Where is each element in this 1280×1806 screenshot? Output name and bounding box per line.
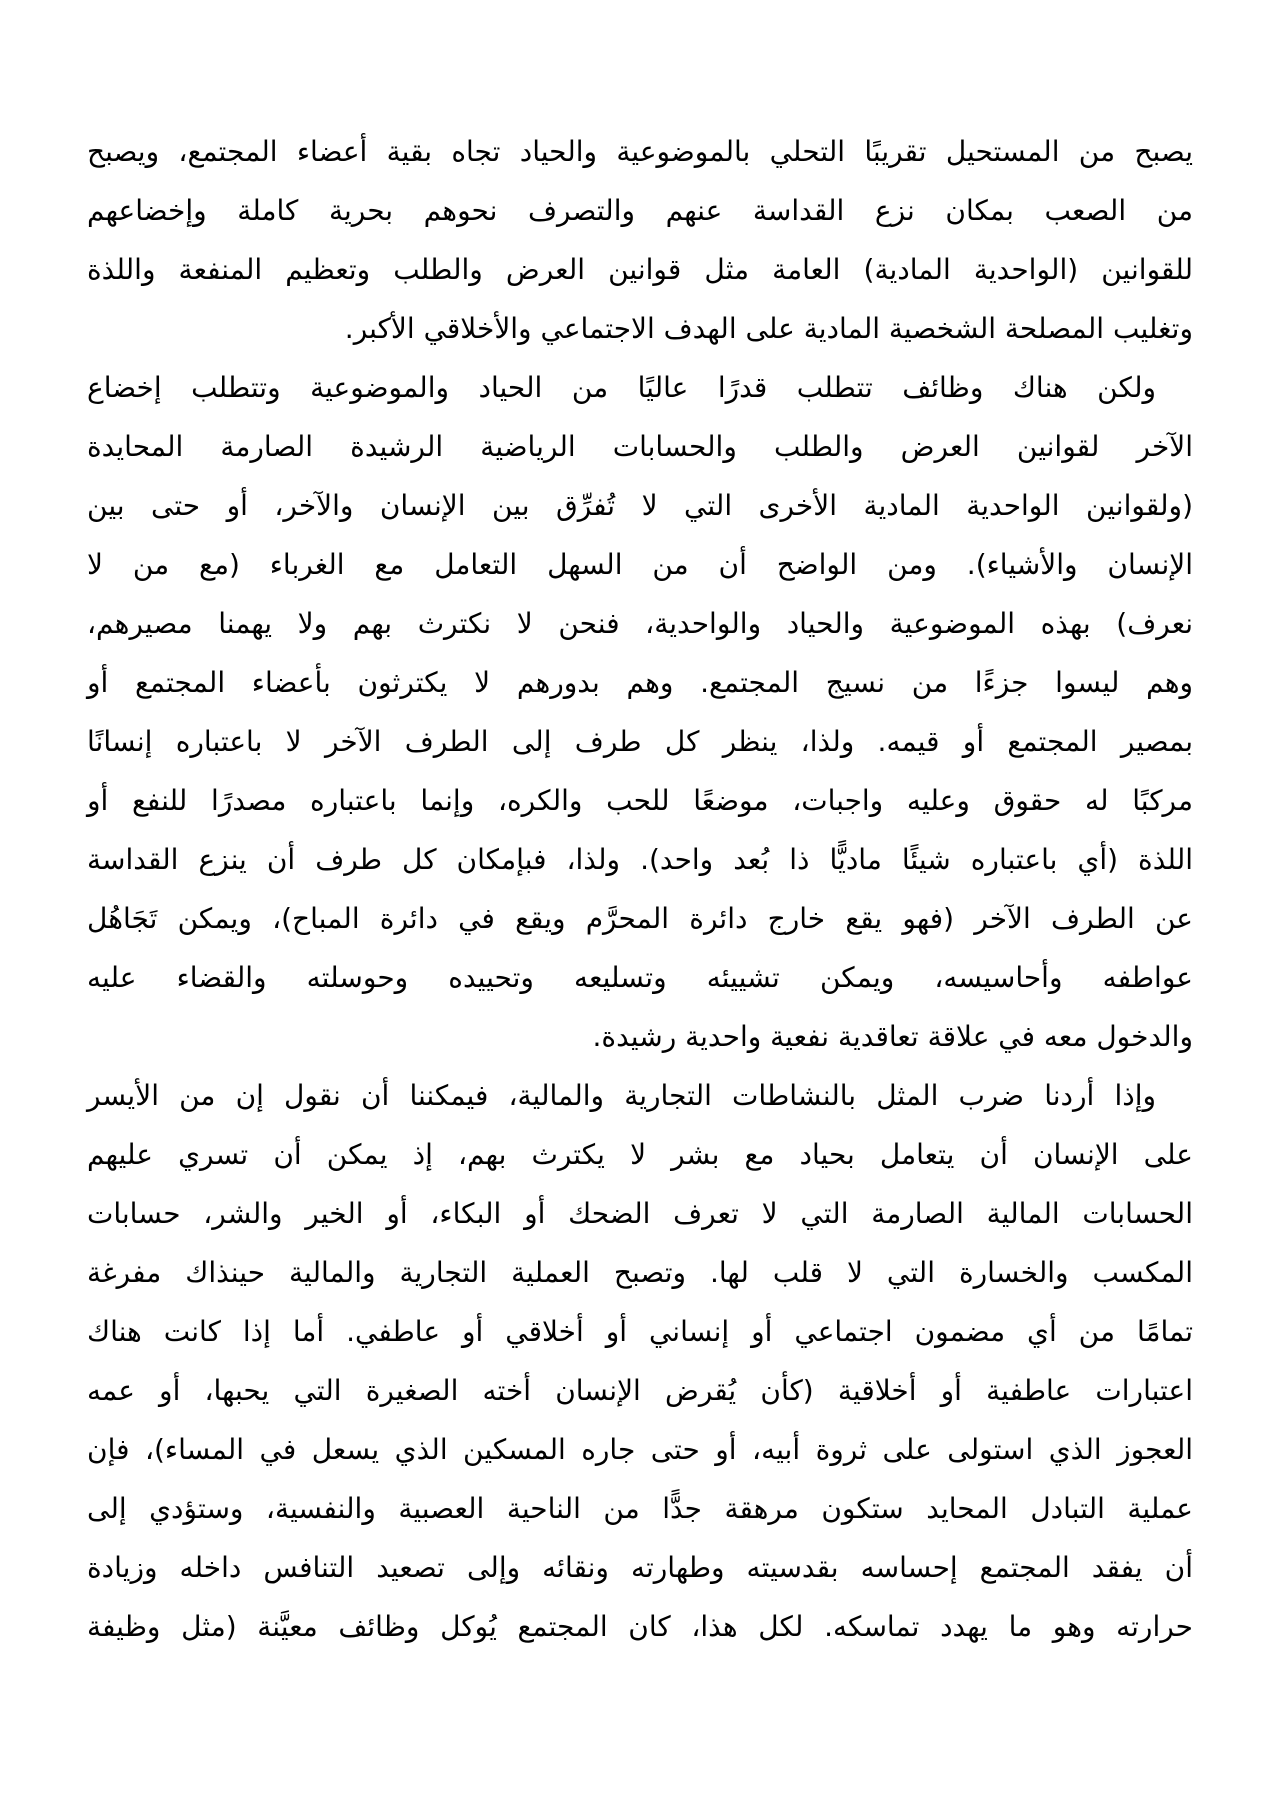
text-line: على الإنسان أن يتعامل بحياد مع بشر لا يكترث بهم، إذ يمكن أن تسري عليهم <box>87 1138 1193 1171</box>
text-line: وهم ليسوا جزءًا من نسيج المجتمع. وهم بدورهم لا يكترثون بأعضاء المجتمع أو <box>87 666 1193 699</box>
text-line: نعرف) بهذه الموضوعية والحياد والواحدية، فنحن لا نكترث بهم ولا يهمنا مصيرهم، <box>87 607 1193 640</box>
text-line: بمصير المجتمع أو قيمه. ولذا، ينظر كل طرف إلى الطرف الآخر لا باعتباره إنسانًا <box>87 725 1193 758</box>
text-line: اللذة (أي باعتباره شيئًا ماديًّا ذا بُعد واحد). ولذا، فبإمكان كل طرف أن ينزع القداسة <box>87 843 1193 876</box>
text-line: العجوز الذي استولى على ثروة أبيه، أو حتى جاره المسكين الذي يسعل في المساء)، فإن <box>87 1433 1193 1466</box>
text-line: المكسب والخسارة التي لا قلب لها. وتصبح العملية التجارية والمالية حينذاك مفرغة <box>87 1256 1193 1289</box>
text-line: (ولقوانين الواحدية المادية الأخرى التي لا تُفرِّق بين الإنسان والآخر، أو حتى بين <box>87 489 1193 522</box>
text-line: والدخول معه في علاقة تعاقدية نفعية واحدية رشيدة. <box>592 1020 1193 1053</box>
text-line: وإذا أردنا ضرب المثل بالنشاطات التجارية والمالية، فيمكننا أن نقول إن من الأيسر <box>87 1079 1156 1112</box>
text-line: يصبح من المستحيل تقريبًا التحلي بالموضوعية والحياد تجاه بقية أعضاء المجتمع، ويصبح <box>87 135 1193 168</box>
text-line: من الصعب بمكان نزع القداسة عنهم والتصرف نحوهم بحرية كاملة وإخضاعهم <box>87 194 1193 227</box>
text-line: مركبًا له حقوق وعليه واجبات، موضعًا للحب والكره، وإنما باعتباره مصدرًا للنفع أو <box>87 784 1193 817</box>
text-line: عن الطرف الآخر (فهو يقع خارج دائرة المحرَّم ويقع في دائرة المباح)، ويمكن تَجَاهُل <box>87 902 1193 935</box>
text-line: الحسابات المالية الصارمة التي لا تعرف الضحك أو البكاء، أو الخير والشر، حسابات <box>87 1197 1193 1230</box>
text-line: وتغليب المصلحة الشخصية المادية على الهدف الاجتماعي والأخلاقي الأكبر. <box>344 312 1193 345</box>
text-line: عواطفه وأحاسيسه، ويمكن تشييئه وتسليعه وتحييده وحوسلته والقضاء عليه <box>87 961 1193 994</box>
text-line: حرارته وهو ما يهدد تماسكه. لكل هذا، كان المجتمع يُوكل وظائف معيَّنة (مثل وظيفة <box>87 1610 1193 1643</box>
paragraph <box>87 1066 1193 1656</box>
text-line: تمامًا من أي مضمون اجتماعي أو إنساني أو أخلاقي أو عاطفي. أما إذا كانت هناك <box>87 1315 1193 1348</box>
text-line: اعتبارات عاطفية أو أخلاقية (كأن يُقرض الإنسان أخته الصغيرة التي يحبها، أو عمه <box>87 1374 1193 1407</box>
text-line: أن يفقد المجتمع إحساسه بقدسيته وطهارته ونقائه وإلى تصعيد التنافس داخله وزيادة <box>87 1551 1193 1584</box>
text-line: ولكن هناك وظائف تتطلب قدرًا عاليًا من الحياد والموضوعية وتتطلب إخضاع <box>87 371 1156 404</box>
paragraph <box>87 122 1193 358</box>
text-line: الآخر لقوانين العرض والطلب والحسابات الرياضية الرشيدة الصارمة المحايدة <box>87 430 1193 463</box>
text-line: الإنسان والأشياء). ومن الواضح أن من السهل التعامل مع الغرباء (مع من لا <box>87 548 1193 581</box>
text-line: عملية التبادل المحايد ستكون مرهقة جدًّا من الناحية العصبية والنفسية، وستؤدي إلى <box>87 1492 1193 1525</box>
body-text <box>87 122 1193 1656</box>
text-line: للقوانين (الواحدية المادية) العامة مثل قوانين العرض والطلب وتعظيم المنفعة واللذة <box>87 253 1193 286</box>
paragraph <box>87 358 1193 1066</box>
